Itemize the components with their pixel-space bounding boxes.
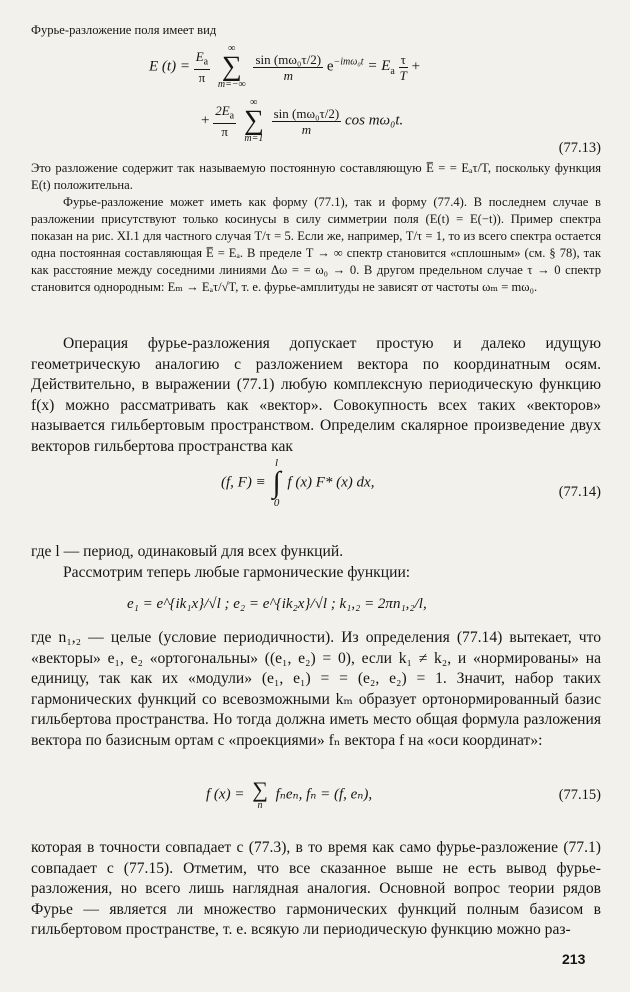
- equation-number: (77.15): [558, 787, 601, 803]
- eq-coef: $\frac{E_a}{\pi}$: [195, 48, 209, 86]
- equation-77-14: (f, F) ≡ l ∫ 0 f (x) F* (x) dx, (77.14): [221, 457, 601, 509]
- sum-symbol: ∞ ∑ m=−∞: [217, 43, 246, 90]
- equation-number: (77.13): [558, 140, 601, 156]
- equation-77-13-line-2: + $\frac{2E_a}{\pi}$ ∞ ∑ m=1 $\frac{\text{sin (mω₀τ/2)}}{m}$ cos mω₀t.: [201, 97, 404, 144]
- page-number: 213: [562, 951, 586, 967]
- equation-77-13: [31, 40, 601, 156]
- small-paragraph: Это разложение содержит так называемую постоянную составляющую E̅ = = Eₐτ/T, поскольку функция E(t) положительна.: [31, 161, 601, 192]
- sum-symbol: ∞ ∑ m=1: [243, 97, 264, 144]
- paragraph: Рассмотрим теперь любые гармонические функции:: [63, 563, 411, 581]
- eq-lhs: E (t) =: [149, 58, 190, 75]
- paragraph: где n₁,₂ — целые (условие периодичности). Из определения (77.14) вытекает, что «векторы» e₁, e₂ «ортогональны» ((e₁, e₂) = 0), если k₁ ≠ k₂, и «нормированы» на единицу, так как их «модули» (e₁, e₁) = = (e₂, e₂) = 1. Значит, набор таких гармонических функций со всевозможными kₘ образует ортонормированный базис гильбертова пространства. Но тогда должна иметь место общая формула разложения вектора по базисным ортам с «проекциями» fₙ вектора f на «оси координат»:: [31, 629, 601, 749]
- intro-line: Фурье-разложение поля имеет вид: [31, 23, 217, 37]
- eq-sum-term: $\frac{\text{sin (mω₀τ/2)}}{m}$: [255, 51, 322, 83]
- equation-number: (77.14): [558, 484, 601, 500]
- equation-77-15: f (x) = ∑ n fₙeₙ, fₙ = (f, eₙ), (77.15): [206, 777, 601, 811]
- paragraph: которая в точности совпадает с (77.3), в то время как само фурье-разложение (77.1) совпадает с (77.15). Отметим, что все сказанное выше не есть вывод фурье-разложения, но всего лишь наглядная аналогия. Основной вопрос теории рядов Фурье — является ли множество гармонических функций полным базисом в гильбертовом пространстве, т. е. всякую ли периодическую функцию можно раз-: [31, 839, 601, 938]
- equation-harmonics: e₁ = e^{ik₁x}/√l ; e₂ = e^{ik₂x}/√l ; k₁,₂ = 2πn₁,₂/l,: [127, 596, 427, 612]
- small-paragraph: Фурье-разложение может иметь как форму (77.1), так и форму (77.4). В последнем случае в разложении присутствуют только косинусы в силу симметрии поля (E(t) = E(−t)). Пример спектра показан на рис. XI.1 для частного случая T/τ = 5. Если же, например, T/τ = 1, то из всего спектра остается одна постоянная составляющая E̅ = Eₐ. В пределе T → ∞ спектр становится «сплошным» (см. § 78), так как расстояние между соседними линиями Δω = = ω₀ → 0. В другом предельном случае τ → 0 спектр становится однородным: Eₘ → Eₐτ/√T, т. е. фурье-амплитуды не зависят от частоты ωₘ = mω₀.: [31, 195, 601, 294]
- paragraph: Операция фурье-разложения допускает простую и далеко идущую геометрическую аналогию с разложением вектора по координатным осям. Действительно, в выражении (77.1) любую комплексную периодическую функцию f(x) можно рассматривать как «вектор». Совокупность всех таких «векторов» называется гильбертовым пространством. Определим скалярное произведение двух векторов гильбертова пространства как: [31, 335, 601, 455]
- equation-77-13-line-1: E (t) = $\frac{E_a}{\pi}$ ∞ ∑ m=−∞ $\frac{\text{sin (mω₀τ/2)}}{m}$ $e^{-im\omega_0t} = E_a$ $\frac{\tau}{T}$ +: [149, 43, 421, 90]
- paragraph: где l — период, одинаковый для всех функций.: [31, 543, 344, 560]
- sum-symbol: ∑ n: [252, 777, 268, 811]
- integral-symbol: l ∫ 0: [272, 457, 281, 509]
